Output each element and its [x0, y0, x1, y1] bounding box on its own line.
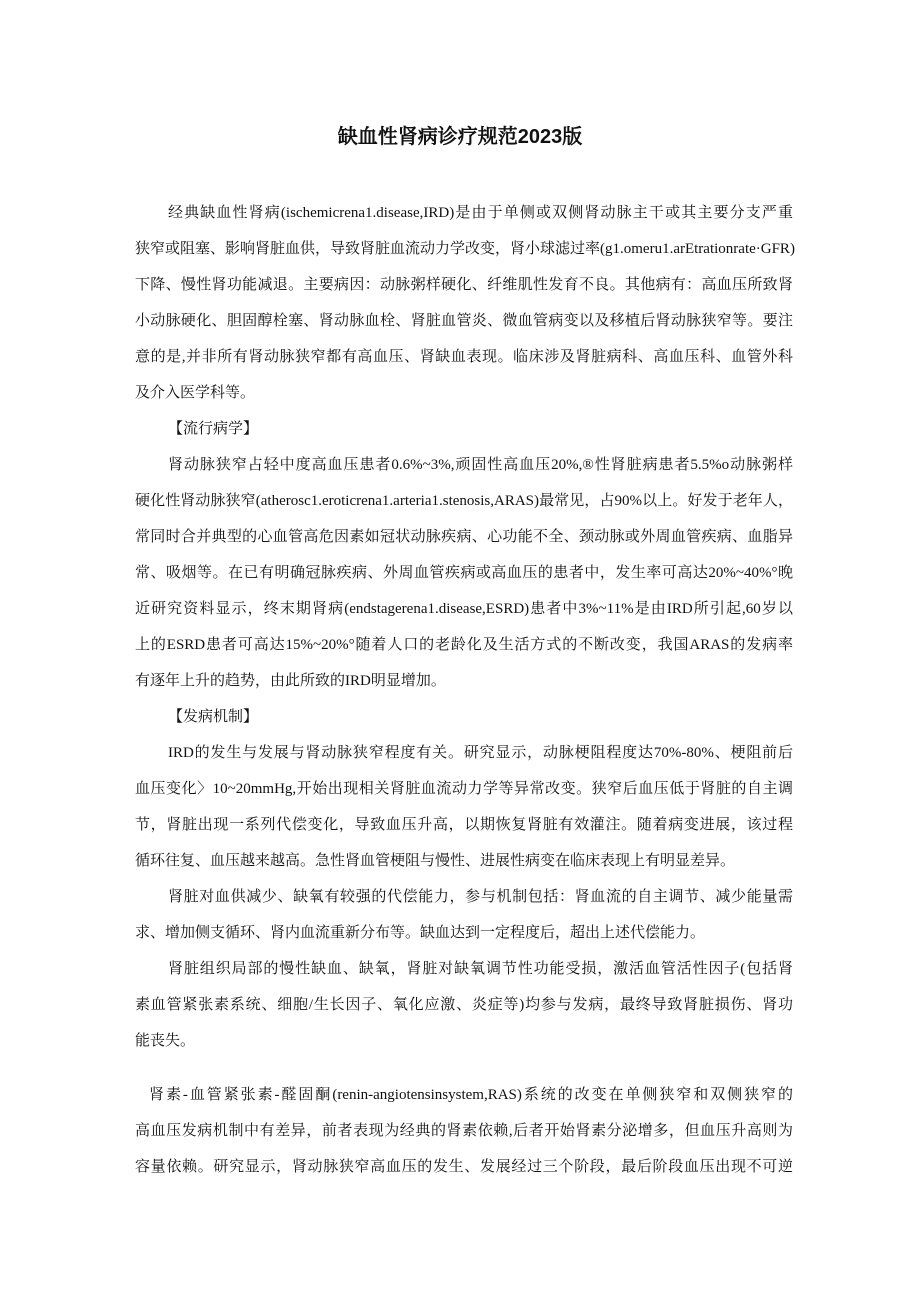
paragraph-line: 狭窄或阻塞、影响肾脏血供，导致肾脏血流动力学改变，肾小球滤过率(g1.omeru1.arEtrationrate·GFR)	[135, 241, 795, 257]
section-heading-pathogenesis: 【发病机制】	[168, 709, 259, 725]
pathogenesis-paragraph-3	[135, 951, 793, 1059]
paragraph-line: 肾脏对血供减少、缺氧有较强的代偿能力，参与机制包括：肾血流的自主调节、减少能量需	[168, 889, 793, 905]
paragraph-line: 节，肾脏出现一系列代偿变化，导致血压升高，以期恢复肾脏有效灌注。随着病变进展，该过程	[135, 817, 793, 833]
paragraph-line: 素血管紧张素系统、细胞/生长因子、氧化应激、炎症等)均参与发病，最终导致肾脏损伤、肾功	[135, 997, 793, 1013]
section-heading-epidemiology: 【流行病学】	[168, 421, 259, 437]
paragraph-line: 循环往复、血压越来越高。急性肾血管梗阻与慢性、进展性病变在临床表现上有明显差异。	[135, 853, 736, 869]
document-body	[135, 195, 793, 1185]
paragraph-line: 求、增加侧支循环、肾内血流重新分布等。缺血达到一定程度后，超出上述代偿能力。	[135, 925, 706, 941]
paragraph-line: 能丧失。	[135, 1033, 196, 1049]
paragraph-line: 常、吸烟等。在已有明确冠脉疾病、外周血管疾病或高血压的患者中，发生率可高达20%~40%°晚	[135, 565, 793, 581]
paragraph-line: 血压变化〉10~20mmHg,开始出现相关肾脏血流动力学等异常改变。狭窄后血压低于肾脏的自主调	[135, 781, 793, 797]
pathogenesis-paragraph-1	[135, 735, 793, 879]
paragraph-line: 上的ESRD患者可高达15%~20%°随着人口的老龄化及生活方式的不断改变，我国ARAS的发病率	[135, 637, 793, 653]
paragraph-line: 肾动脉狭窄占轻中度高血压患者0.6%~3%,顽固性高血压20%,®性肾脏病患者5.5%o动脉粥样	[168, 457, 793, 473]
paragraph-spacer	[135, 1059, 793, 1077]
intro-paragraph	[135, 195, 793, 411]
paragraph-line: 容量依赖。研究显示，肾动脉狭窄高血压的发生、发展经过三个阶段，最后阶段血压出现不可逆	[135, 1159, 793, 1175]
paragraph-line: 及介入医学科等。	[135, 385, 256, 401]
paragraph-line: 近研究资料显示，终末期肾病(endstagerena1.disease,ESRD)患者中3%~11%是由IRD所引起,60岁以	[135, 601, 793, 617]
paragraph-line: 小动脉硬化、胆固醇栓塞、肾动脉血栓、肾脏血管炎、微血管病变以及移植后肾动脉狭窄等。要注	[135, 313, 793, 329]
paragraph-line: IRD的发生与发展与肾动脉狭窄程度有关。研究显示，动脉梗阻程度达70%-80%、梗阻前后	[168, 745, 793, 761]
paragraph-line: 高血压发病机制中有差异，前者表现为经典的肾素依赖,后者开始肾素分泌增多，但血压升高则为	[135, 1123, 793, 1139]
paragraph-line: 肾脏组织局部的慢性缺血、缺氧，肾脏对缺氧调节性功能受损，激活血管活性因子(包括肾	[168, 961, 793, 977]
paragraph-line: 常同时合并典型的心血管高危因素如冠状动脉疾病、心功能不全、颈动脉或外周血管疾病、血脂异	[135, 529, 793, 545]
paragraph-line: 有逐年上升的趋势，由此所致的IRD明显增加。	[135, 673, 446, 689]
paragraph-line: 肾素-血管紧张素-醛固酮(renin-angiotensinsystem,RAS)系统的改变在单侧狭窄和双侧狭窄的	[149, 1087, 793, 1103]
paragraph-line: 硬化性肾动脉狭窄(atherosc1.eroticrena1.arteria1.stenosis,ARAS)最常见，占90%以上。好发于老年人，	[135, 493, 793, 509]
document-title: 缺血性肾病诊疗规范2023版	[337, 126, 583, 148]
paragraph-line: 意的是,并非所有肾动脉狭窄都有高血压、肾缺血表现。临床涉及肾脏病科、高血压科、血管外科	[135, 349, 793, 365]
pathogenesis-paragraph-2	[135, 879, 793, 951]
paragraph-line: 下降、慢性肾功能减退。主要病因：动脉粥样硬化、纤维肌性发育不良。其他病有：高血压所致肾	[135, 277, 793, 293]
epidemiology-paragraph	[135, 447, 793, 699]
ras-paragraph	[135, 1077, 793, 1185]
paragraph-line: 经典缺血性肾病(ischemicrena1.disease,IRD)是由于单侧或双侧肾动脉主干或其主要分支严重	[168, 205, 793, 221]
